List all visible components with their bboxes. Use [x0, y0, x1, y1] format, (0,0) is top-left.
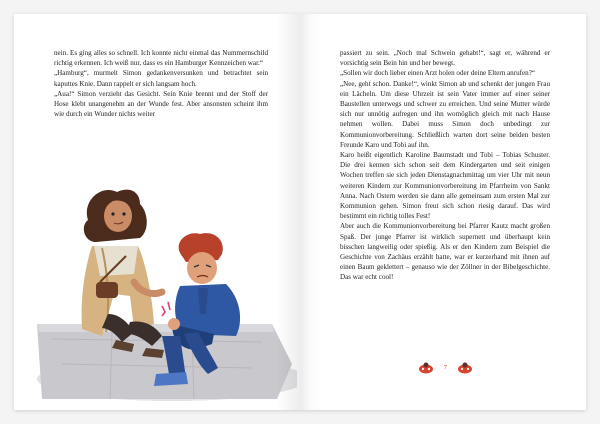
page-number-ornament — [418, 362, 473, 374]
left-page-text — [54, 48, 268, 119]
page-number: 7 — [444, 365, 447, 371]
girl-figure — [82, 190, 164, 358]
ladybug-right-icon — [457, 362, 473, 374]
paragraph: nein. Es ging alles so schnell. Ich konnte nicht einmal das Nummernschild richtig erkennen. Ich weiß nur, dass es ein Hamburger Kennzeichen war.“ — [54, 49, 268, 68]
right-page-text — [340, 48, 550, 283]
illustration-girl-helping-boy — [22, 164, 297, 404]
paragraph: „Nee, geht schon. Danke!“, winkt Simon ab und schenkt der jungen Frau ein Lächeln. Um diese Uhrzeit ist sein Vater immer auf einer seiner Baustellen unterwegs und schwer zu erreichen. Und seine Mutter würde sich nur unnötig aufregen und ihn womöglich gleich mit nach Hause nehmen wollen. Dabei muss Simon doch unbedingt zur Kommunionvorbereitung. Schließlich warten dort seine beiden besten Freunde Karo und Tobi auf ihn. — [340, 79, 550, 149]
ladybug-left-icon — [418, 362, 434, 374]
book-spread — [14, 14, 586, 410]
curb — [37, 324, 292, 399]
paragraph: Karo heißt eigentlich Karoline Baumstadt und Tobi – Tobias Schuster. Die drei kennen sich schon seit dem Kindergarten und seit einigen Wochen treffen sie sich jeden Dienstagnachmittag um vier Uhr mit neun weiteren Kindern zur Kommunionvorbereitung im Pfarrheim von Sankt Anna. Nach Ostern werden sie dann alle gemeinsam zum ersten Mal zur Kommunion gehen. Simon freut sich schon riesig darauf. Das wird bestimmt ein richtig tolles Fest! — [340, 151, 550, 221]
paragraph: „Sollen wir doch lieber einen Arzt holen oder deine Eltern anrufen?“ — [340, 69, 535, 78]
paragraph: Aber auch die Kommunionvorbereitung bei Pfarrer Kautz macht großen Spaß. Der junge Pfarrer ist wirklich supernett und überhaupt kein bisschen langweilig oder spießig. Als er den Kindern zum Beispiel die Geschichte von Zachäus erzählt hatte, war er kurzerhand mit ihnen auf einen Baum geklettert – genauso wie der Zöllner in der Bibelgeschichte. Das war echt cool! — [340, 222, 550, 282]
paragraph: passiert zu sein. „Noch mal Schwein gehabt!“, sagt er, während er vorsichtig sein Bein hin und her bewegt. — [340, 49, 550, 68]
paragraph: „Hamburg“, murmelt Simon gedankenversunken und betrachtet sein kaputtes Knie. Dann rappelt er sich langsam hoch. — [54, 69, 268, 88]
right-page — [300, 14, 586, 410]
paragraph: „Aua!“ Simon verzieht das Gesicht. Sein Knie brennt und der Stoff der Hose klebt unangenehm an der Wunde fest. Aber ansonsten scheint ihm wie durch ein Wunder nichts weiter — [54, 89, 268, 119]
left-page — [14, 14, 300, 410]
